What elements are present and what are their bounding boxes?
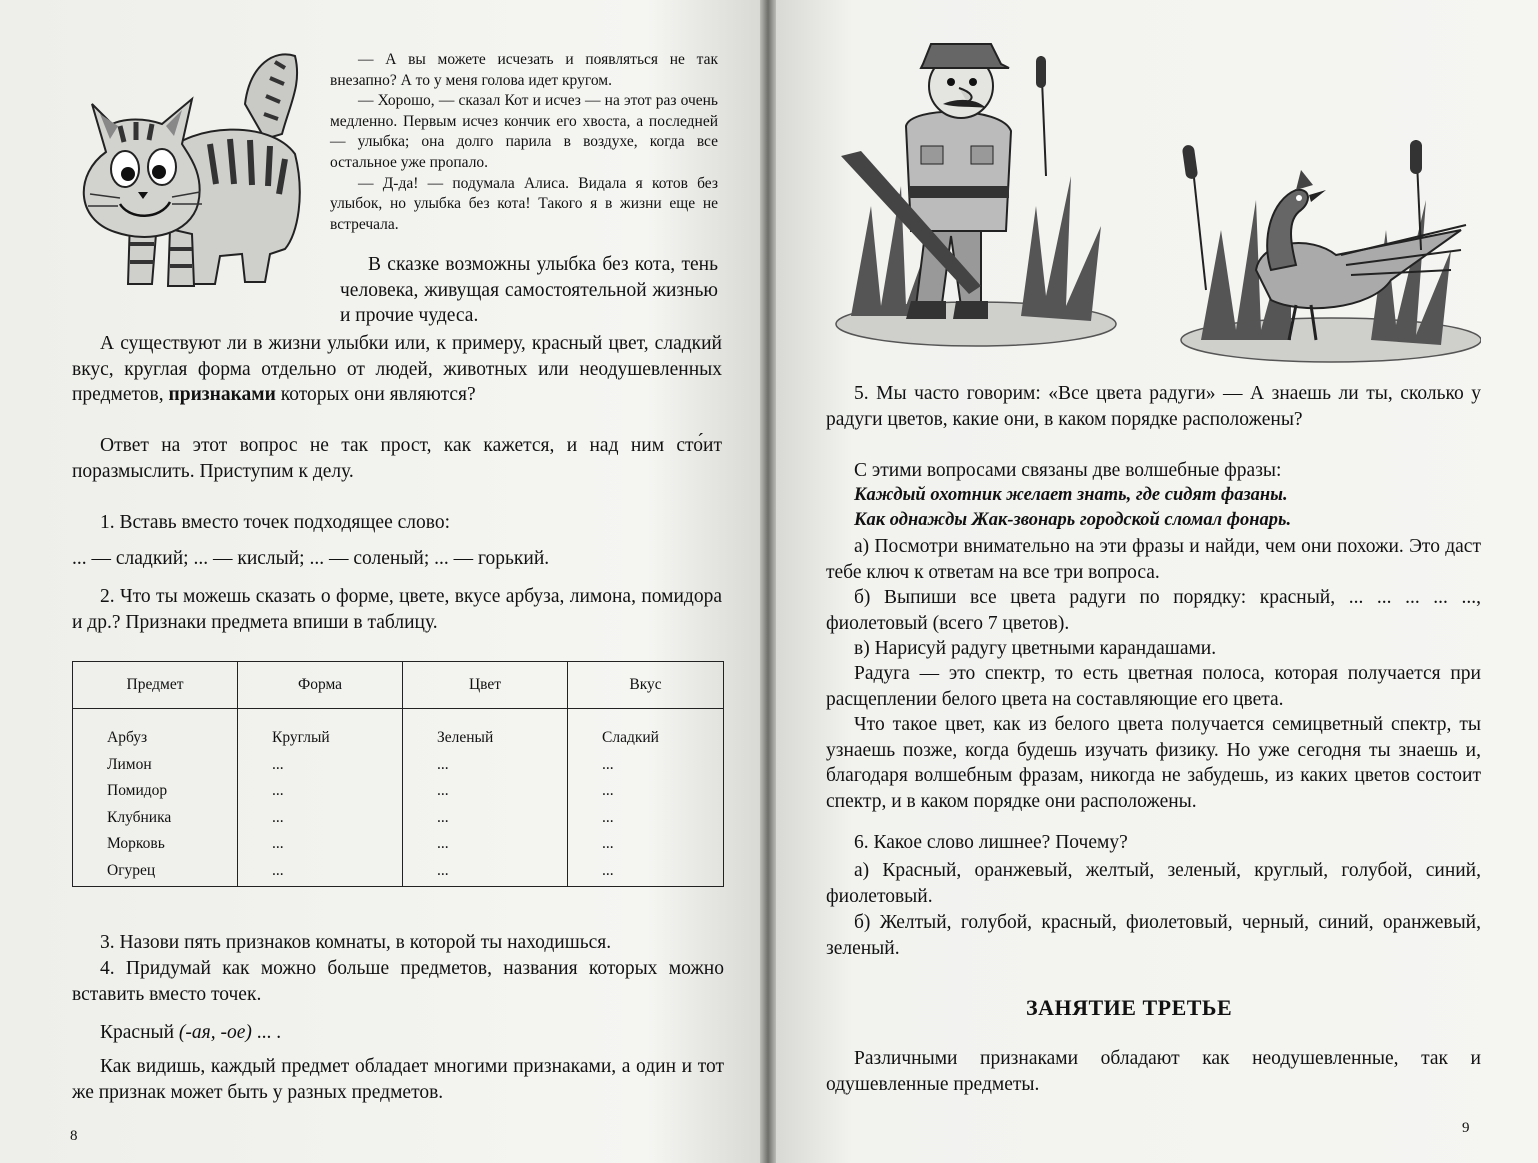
table-cell: ...: [272, 835, 284, 852]
taste-column: [568, 709, 724, 887]
task-4: 4. Придумай как можно больше предметов, названия которых можно вставить вместо точек.: [72, 958, 724, 1005]
table-cell: ...: [437, 835, 449, 852]
term-priznaki: признаками: [168, 384, 276, 405]
table-cell: Арбуз: [107, 729, 148, 746]
table-header: Предмет: [73, 662, 238, 709]
task-4-example: [72, 1020, 724, 1046]
task-5c: в) Нарисуй радугу цветными карандашами.: [854, 638, 1217, 659]
table-header: Вкус: [568, 662, 724, 709]
table-header: Цвет: [403, 662, 568, 709]
attributes-table: [72, 661, 724, 887]
section-title: ЗАНЯТИЕ ТРЕТЬЕ: [1026, 995, 1233, 1020]
items-column: [73, 709, 238, 887]
alice-quote: [330, 50, 718, 235]
example-dots: ... .: [256, 1022, 282, 1043]
table-cell: Лимон: [107, 755, 152, 773]
color-column: [403, 709, 568, 887]
table-cell: ...: [437, 782, 449, 799]
task-1-title: 1. Вставь вместо точек подходящее слово:: [100, 512, 450, 533]
table-cell: Помидор: [107, 782, 168, 799]
table-cell: Круглый: [272, 729, 330, 746]
table-cell: ...: [602, 808, 614, 826]
paragraph-attributes: [72, 331, 722, 408]
table-cell: ...: [602, 835, 614, 852]
table-cell: ...: [272, 808, 284, 826]
hunter-illustration: [831, 36, 1131, 352]
table-cell: Огурец: [107, 861, 156, 879]
table-cell: ...: [437, 861, 449, 879]
magic-phrase-2: Как однажды Жак-звонарь городской сломал фонарь.: [854, 510, 1292, 530]
task-5a: а) Посмотри внимательно на эти фразы и найди, чем они похожи. Это даст тебе ключ к ответам на все три вопроса.: [826, 536, 1481, 583]
table-cell: Морковь: [107, 835, 165, 852]
example-endings: (-ая, -ое): [178, 1022, 252, 1043]
table-body-row: [73, 709, 724, 887]
section-intro: Различными признаками обладают как неодушевленные, так и одушевленные предметы.: [826, 1048, 1481, 1095]
shape-column: [238, 709, 403, 887]
conclusion-paragraph: Как видишь, каждый предмет обладает многими признаками, а один и тот же признак может быть у разных предметов.: [72, 1056, 724, 1103]
table-cell: ...: [602, 861, 614, 879]
para1-start: А существуют ли в жизни улыбки или, к примеру, красный цвет, сладкий вкус, круглая форма отдельно от людей, животных или неодушевленных предметов,: [72, 333, 722, 405]
quote-line: — Хорошо, — сказал Кот и исчез — на этот раз очень медленно. Первым исчез кончик его хвоста, а последней — улыбка; она долго парила в воздухе, когда все остальное уже пропало.: [330, 92, 718, 171]
quote-line: — Д-да! — подумала Алиса. Видала я котов без улыбок, но улыбка без кота! Такого я в жизни еще не встречала.: [330, 174, 718, 233]
table-cell: ...: [602, 755, 614, 773]
example-word: Красный: [100, 1022, 175, 1043]
task-5: 5. Мы часто говорим: «Все цвета радуги» — А знаешь ли ты, сколько у радуги цветов, какие они, в каком порядке расположены?: [826, 383, 1481, 430]
pheasant-illustration: [1161, 140, 1481, 370]
task-5b: б) Выпиши все цвета радуги по порядку: красный, ... ... ... ... ..., фиолетовый (всего 7 цветов).: [826, 587, 1481, 634]
quote-line: — А вы можете исчезать и появляться не так внезапно? А то у меня голова идет кругом.: [330, 51, 718, 89]
task-5-intro: С этими вопросами связаны две волшебные фразы:: [854, 460, 1282, 481]
intro-paragraph: В сказке возможны улыбка без кота, тень человека, живущая самостоятельной жизнью и прочие чудеса.: [340, 254, 718, 326]
magic-phrase-1: Каждый охотник желает знать, где сидят фазаны.: [854, 485, 1288, 505]
table-header: Форма: [238, 662, 403, 709]
table-cell: Клубника: [107, 808, 172, 826]
cat-illustration: [70, 44, 320, 296]
task-1-line: ... — сладкий; ... — кислый; ... — соленый; ... — горький.: [72, 548, 550, 569]
table-cell: ...: [602, 782, 614, 799]
table-cell: ...: [272, 782, 284, 799]
rainbow-explanation: Что такое цвет, как из белого цвета получается семицветный спектр, ты узнаешь позже, когда будешь изучать физику. Но уже сегодня ты знаешь и, благодаря волшебным фразам, никогда не забудешь, из каких цветов состоит спектр, и в каком порядке они расположены.: [826, 714, 1481, 812]
table-cell: ...: [272, 755, 284, 773]
table-cell: ...: [272, 861, 284, 879]
para1-end: которых они являются?: [280, 384, 476, 405]
task-6: 6. Какое слово лишнее? Почему?: [854, 832, 1128, 853]
left-page: [0, 0, 762, 1163]
table-cell: Сладкий: [602, 729, 659, 746]
task-3: 3. Назови пять признаков комнаты, в которой ты находишься.: [100, 932, 612, 953]
task-6b: б) Желтый, голубой, красный, фиолетовый, черный, синий, оранжевый, зеленый.: [826, 912, 1481, 959]
paragraph-answer: Ответ на этот вопрос не так прост, как кажется, и над ним сто́ит поразмыслить. Приступим к делу.: [72, 435, 722, 482]
page-number-right: 9: [1462, 1120, 1470, 1136]
table-cell: Зеленый: [437, 729, 494, 746]
rainbow-definition: Радуга — это спектр, то есть цветная полоса, которая получается при расщеплении белого цвета на составляющие его цвета.: [826, 663, 1481, 710]
table-cell: ...: [437, 808, 449, 826]
task-2: 2. Что ты можешь сказать о форме, цвете, вкусе арбуза, лимона, помидора и др.? Признаки предмета впиши в таблицу.: [72, 586, 722, 633]
page-number-left: 8: [70, 1128, 78, 1144]
table-header-row: [73, 662, 724, 709]
right-page: [776, 0, 1538, 1163]
task-6a: а) Красный, оранжевый, желтый, зеленый, круглый, голубой, синий, фиолетовый.: [826, 860, 1481, 907]
table-cell: ...: [437, 755, 449, 773]
